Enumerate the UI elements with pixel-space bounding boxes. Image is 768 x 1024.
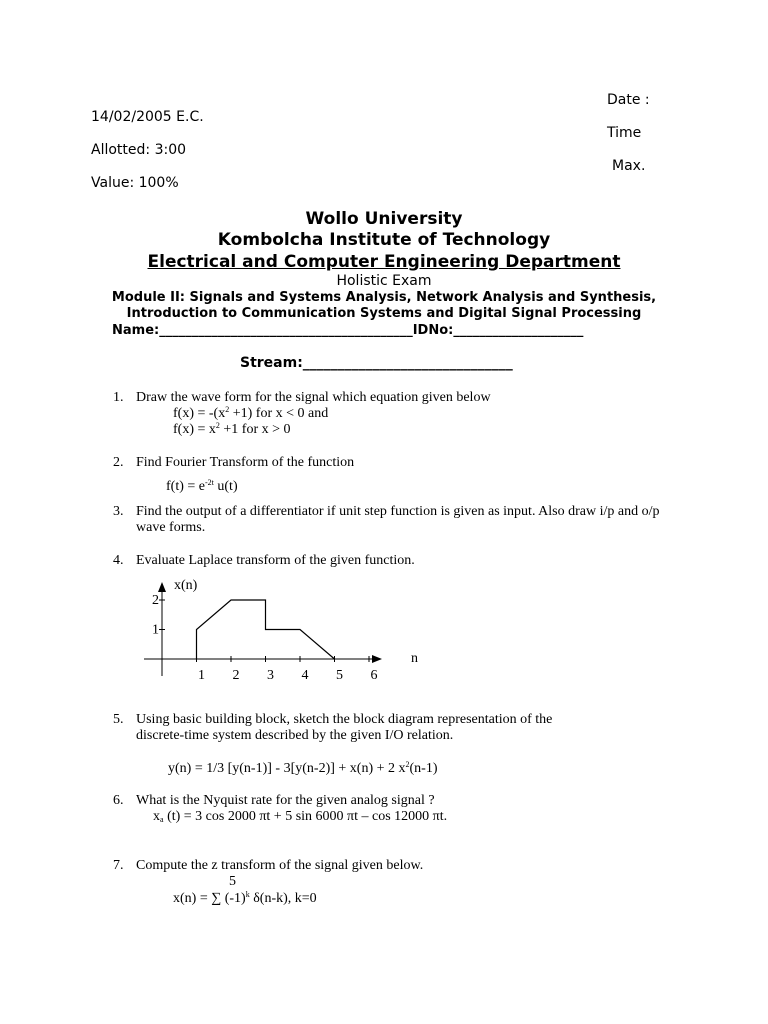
x-tick-label: 4: [301, 668, 309, 683]
q7-text: Compute the z transform of the signal given below.: [136, 858, 424, 873]
module-line-1: Module II: Signals and Systems Analysis, Network Analysis and Synthesis,: [111, 290, 657, 305]
q1-equation-2: $f(x) = x^2 +1$ for x > 0: [173, 421, 291, 437]
q5-text-line-2: discrete-time system described by the given I/O relation.: [136, 728, 454, 743]
q5-equation: y(n) = 1/3 [y(n-1)] - 3[y(n-2)] + x(n) + 2 $x^2(n-1)$: [168, 760, 438, 776]
x-tick-label: 3: [267, 668, 274, 683]
q6-number: 6.: [113, 793, 124, 808]
x-tick-label: 5: [336, 668, 343, 683]
q5-text-line-1: Using basic building block, sketch the block diagram representation of the: [136, 712, 553, 727]
q2-number: 2.: [113, 455, 124, 470]
q7-sum-upper-limit: 5: [229, 874, 236, 889]
department-title: Electrical and Computer Engineering Department: [147, 252, 621, 272]
q3-text-line-1: Find the output of a differentiator if unit step function is given as input. Also draw i/p and o/p: [136, 504, 660, 519]
date-label: Date :: [607, 92, 650, 108]
q5-number: 5.: [113, 712, 124, 727]
graph-y-label: x(n): [174, 578, 198, 593]
q4-number: 4.: [113, 553, 124, 568]
graph-x-label: n: [411, 651, 418, 666]
q4-text: Evaluate Laplace transform of the given function.: [136, 553, 415, 568]
q3-text-line-2: wave forms.: [136, 520, 206, 535]
institute-title: Kombolcha Institute of Technology: [217, 230, 551, 250]
max-label: Max.: [612, 158, 646, 174]
date-value: 14/02/2005 E.C.: [91, 109, 204, 125]
q2-equation: $f(t) = e^{-2t}$ u(t): [166, 478, 238, 494]
university-title: Wollo University: [305, 209, 463, 229]
y-tick-label: 1: [152, 622, 159, 638]
stream-line: Stream:______________________________: [240, 355, 513, 371]
q2-text: Find Fourier Transform of the function: [136, 455, 355, 470]
signal-line: [197, 600, 335, 659]
y-tick-label: 2: [152, 593, 159, 608]
q1-number: 1.: [113, 390, 124, 405]
x-tick-label: 2: [232, 668, 240, 683]
time-label: Time: [607, 125, 642, 141]
graph-marks: [152, 593, 378, 683]
q4-signal-graph: [0, 570, 768, 690]
q1-equation-1: $f(x) = -(x^2 +1)$ for x < 0 and: [173, 405, 329, 421]
q7-number: 7.: [113, 858, 124, 873]
q3-number: 3.: [113, 504, 124, 519]
module-line-2: Introduction to Communication Systems and Digital Signal Processing: [126, 306, 642, 321]
x-tick-label: 6: [370, 668, 378, 683]
name-idno-line: Name:_______________________________________IDNo:____________________: [112, 323, 584, 338]
x-tick-label: 1: [198, 668, 205, 683]
y-axis-arrow: [158, 582, 166, 592]
allotted-time: Allotted: 3:00: [91, 142, 187, 158]
exam-title: Holistic Exam: [336, 273, 432, 289]
value-label: Value: 100%: [91, 175, 179, 191]
q7-equation: x(n) = ∑ $(-1)^k$ δ(n-k), k=0: [173, 890, 317, 906]
q6-text: What is the Nyquist rate for the given analog signal ?: [136, 793, 435, 808]
q6-equation: $x_a$ (t) = 3 cos 2000 πt + 5 sin 6000 πt – cos 12000 πt.: [153, 809, 448, 824]
q1-text: Draw the wave form for the signal which equation given below: [136, 390, 491, 405]
graph-axes: [144, 582, 382, 676]
x-axis-arrow: [372, 655, 382, 663]
